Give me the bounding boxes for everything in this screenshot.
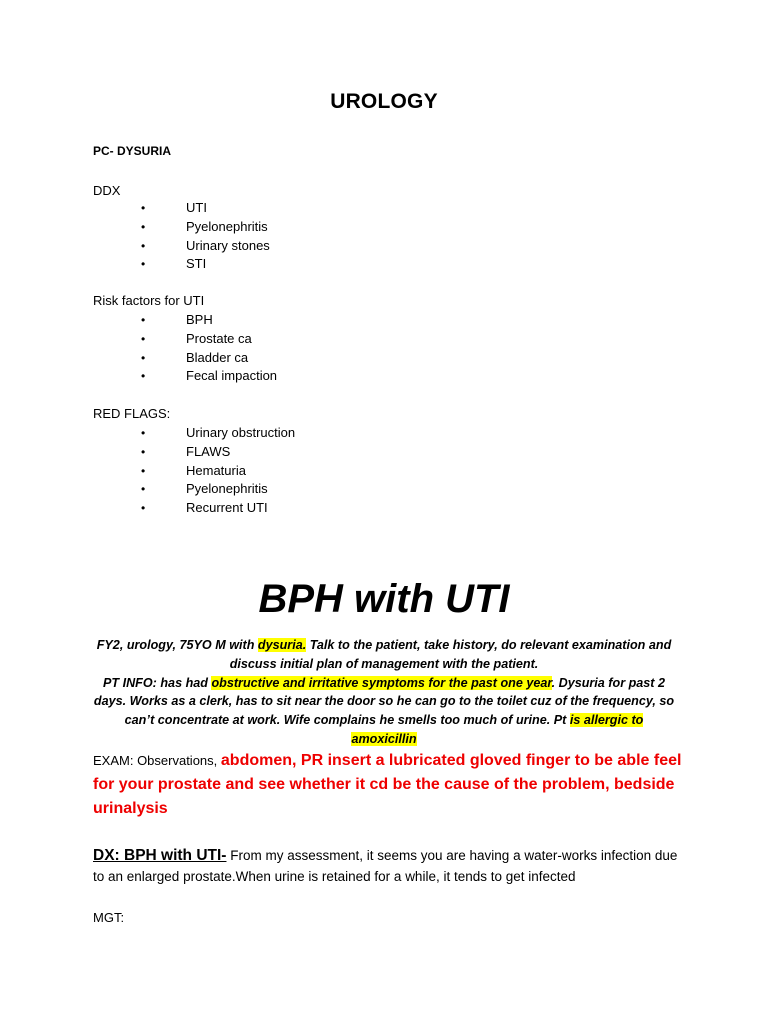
list-item: • Bladder ca (93, 349, 277, 368)
list-item: • Pyelonephritis (93, 218, 270, 237)
exam-section (93, 749, 693, 821)
list-item: • Prostate ca (93, 330, 277, 349)
diagnosis-text: From my assessment, it seems you are having a water-works infection due to an enlarged prostate.When urine is retained for a while, it tends to get infected (93, 848, 678, 884)
list-item: • STI (93, 255, 270, 274)
bullet-icon: • (141, 350, 146, 365)
list-item: • Recurrent UTI (93, 499, 295, 518)
case-title: BPH with UTI (258, 577, 510, 621)
highlighted-text: dysuria. (257, 638, 307, 652)
bullet-icon: • (141, 482, 146, 497)
bullet-icon: • (141, 201, 146, 215)
highlighted-text: obstructive and irritative symptoms for the past one year (211, 675, 552, 690)
bullet-icon: • (141, 444, 146, 459)
bullet-icon: • (141, 331, 146, 346)
bullet-icon: • (141, 257, 146, 272)
list-item: • Fecal impaction (93, 367, 277, 386)
risk-factors-label: Risk factors for UTI (93, 293, 205, 308)
list-item: • Pyelonephritis (93, 480, 295, 499)
list-item: • Hematuria (93, 462, 295, 481)
management-label: MGT: (93, 910, 125, 925)
list-item: • UTI (93, 199, 270, 218)
ddx-list (93, 199, 270, 274)
red-flags-list (93, 424, 295, 518)
highlighted-text: is allergic to amoxicillin (351, 713, 644, 746)
bullet-icon: • (141, 313, 146, 327)
risk-factors-list (93, 311, 277, 386)
diagnosis-section (93, 845, 683, 887)
bullet-icon: • (141, 238, 146, 253)
case-scenario: FY2, urology, 75YO M with dysuria. Talk to the patient, take history, do relevant examination and discuss initial plan of management with the patient. PT INFO: has had obstructive and irritative symptoms for the past one year. Dysuria for past 2 days. Works as a clerk, has to sit near the door so he can go to the toilet cuz of the frequency, so can’t concentrate at work. Wife complains he smells too much of urine. Pt is allergic to amoxicillin (93, 638, 675, 746)
list-item: • BPH (93, 311, 277, 330)
document-title: UROLOGY (330, 90, 438, 113)
bullet-icon: • (141, 463, 146, 478)
bullet-icon: • (141, 219, 146, 234)
diagnosis-heading: DX: BPH with UTI- (93, 847, 227, 864)
presenting-complaint: PC- DYSURIA (93, 144, 172, 158)
bullet-icon: • (141, 426, 146, 440)
list-item: • Urinary stones (93, 237, 270, 256)
ddx-label: DDX (93, 183, 121, 198)
list-item: • FLAWS (93, 443, 295, 462)
exam-text: abdomen, PR insert a lubricated gloved finger to be able feel for your prostate and see whether it cd be the cause of the problem, bedside urinalysis (93, 752, 682, 817)
bullet-icon: • (141, 501, 146, 516)
red-flags-label: RED FLAGS: (93, 406, 171, 421)
list-item: • Urinary obstruction (93, 424, 295, 443)
exam-label: EXAM: Observations, (93, 753, 221, 768)
bullet-icon: • (141, 369, 146, 384)
